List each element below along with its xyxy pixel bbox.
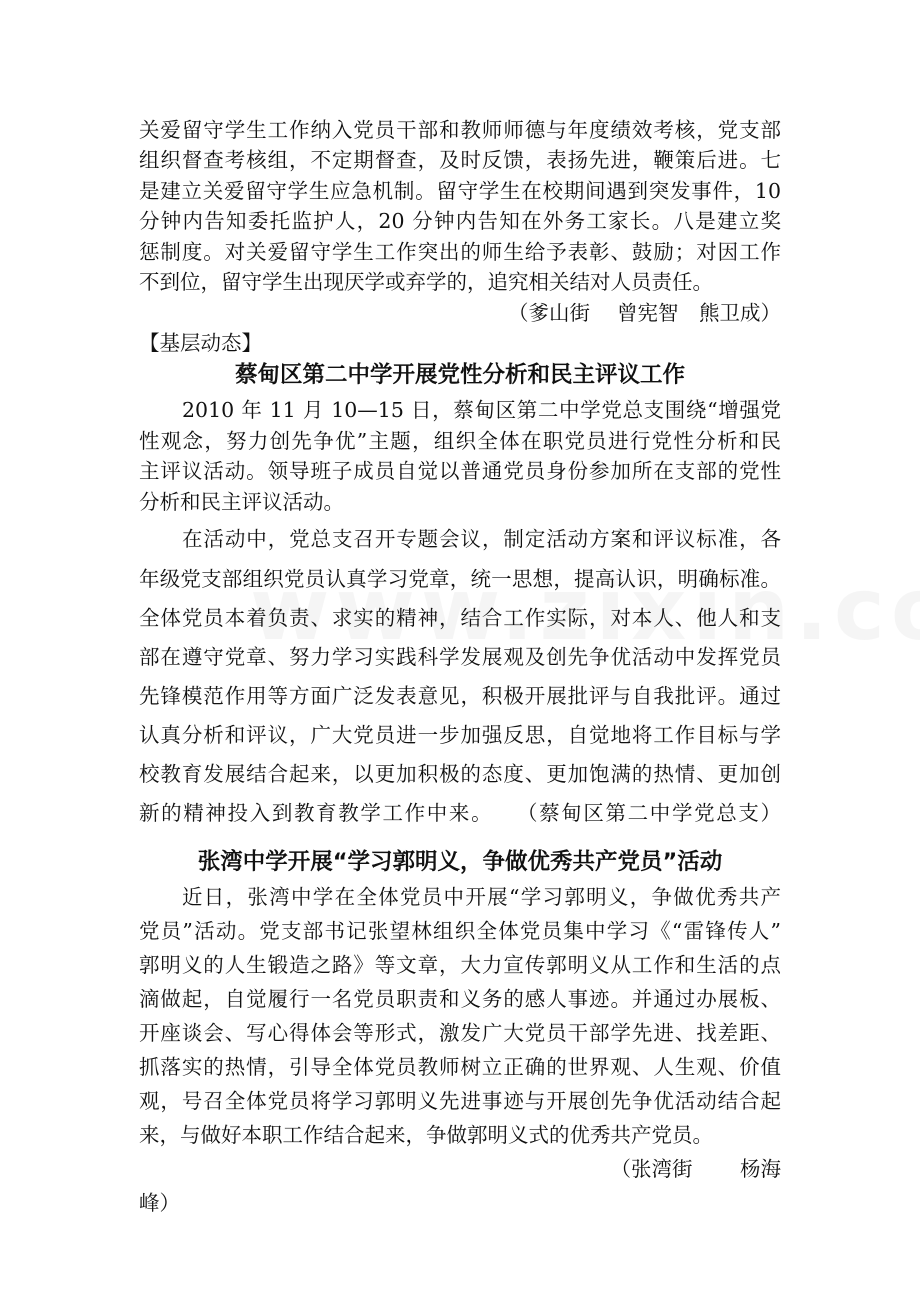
article2-signature: 峰） bbox=[139, 1191, 180, 1215]
article1-paragraph2-line: 年级党支部组织党员认真学习党章，统一思想，提高认识，明确标准。 bbox=[139, 567, 781, 591]
article1-paragraph1-line: 分析和民主评议活动。 bbox=[139, 490, 344, 514]
article-title: 张湾中学开展“学习郭明义，争做优秀共产党员”活动 bbox=[197, 849, 723, 875]
article2-paragraph-line: 开座谈会、写心得体会等形式，激发广大党员干部学先进、找差距、 bbox=[139, 1021, 781, 1045]
article1-paragraph2-line: 校教育发展结合起来，以更加积极的态度、更加饱满的热情、更加创 bbox=[139, 762, 781, 786]
article1-paragraph1-line: 性观念，努力创先争优”主题，组织全体在职党员进行党性分析和民 bbox=[139, 429, 781, 453]
intro-line: 关爱留守学生工作纳入党员干部和教师师德与年度绩效考核，党支部 bbox=[139, 118, 781, 142]
article1-paragraph2-line: 认真分析和评议，广大党员进一步加强反思，自觉地将工作目标与学 bbox=[139, 723, 781, 747]
article2-paragraph-line: 滴做起，自觉履行一名党员职责和义务的感人事迹。并通过办展板、 bbox=[139, 987, 781, 1011]
intro-line: 惩制度。对关爱留守学生工作突出的师生给予表彰、鼓励；对因工作 bbox=[139, 240, 781, 264]
article2-paragraph-line: 来，与做好本职工作结合起来，争做郭明义式的优秀共产党员。 bbox=[139, 1123, 713, 1147]
article1-paragraph2-line: 全体党员本着负责、求实的精神，结合工作实际，对本人、他人和支 bbox=[139, 606, 781, 630]
article1-paragraph2-line: 先锋模范作用等方面广泛发表意见，积极开展批评与自我批评。通过 bbox=[139, 684, 781, 708]
article2-signature: （张湾街 杨海 bbox=[610, 1157, 781, 1181]
article1-paragraph2-line: 在活动中，党总支召开专题会议，制定活动方案和评议标准，各 bbox=[182, 527, 781, 551]
article2-paragraph-line: 党员”活动。党支部书记张望林组织全体党员集中学习《“雷锋传人” bbox=[139, 919, 781, 943]
intro-signature: （爹山街 曾宪智 熊卫成） bbox=[507, 301, 781, 325]
article1-paragraph2-line: 新的精神投入到教育教学工作中来。 （蔡甸区第二中学党总支） bbox=[139, 801, 781, 825]
article2-paragraph-line: 观，号召全体党员将学习郭明义先进事迹与开展创先争优活动结合起 bbox=[139, 1089, 781, 1113]
article2-paragraph-line: 抓落实的热情，引导全体党员教师树立正确的世界观、人生观、价值 bbox=[139, 1055, 781, 1079]
article1-paragraph1-line: 2010 年 11 月 10—15 日，蔡甸区第二中学党总支围绕“增强党 bbox=[182, 398, 781, 422]
intro-line: 组织督查考核组，不定期督查，及时反馈，表扬先进，鞭策后进。七 bbox=[139, 148, 781, 172]
section-label: 【基层动态】 bbox=[139, 331, 262, 355]
article1-paragraph2-line: 部在遵守党章、努力学习实践科学发展观及创先争优活动中发挥党员 bbox=[139, 645, 781, 669]
intro-line: 不到位，留守学生出现厌学或弃学的，追究相关结对人员责任。 bbox=[139, 270, 713, 294]
intro-line: 分钟内告知委托监护人，20 分钟内告知在外务工家长。八是建立奖 bbox=[139, 209, 781, 233]
article-title: 蔡甸区第二中学开展党性分析和民主评议工作 bbox=[234, 362, 685, 388]
intro-line: 是建立关爱留守学生应急机制。留守学生在校期间遇到突发事件，10 bbox=[139, 179, 781, 203]
article1-paragraph1-line: 主评议活动。领导班子成员自觉以普通党员身份参加所在支部的党性 bbox=[139, 459, 781, 483]
article2-paragraph-line: 郭明义的人生锻造之路》等文章，大力宣传郭明义从工作和生活的点 bbox=[139, 953, 781, 977]
article2-paragraph-line: 近日，张湾中学在全体党员中开展“学习郭明义，争做优秀共产 bbox=[182, 885, 781, 909]
